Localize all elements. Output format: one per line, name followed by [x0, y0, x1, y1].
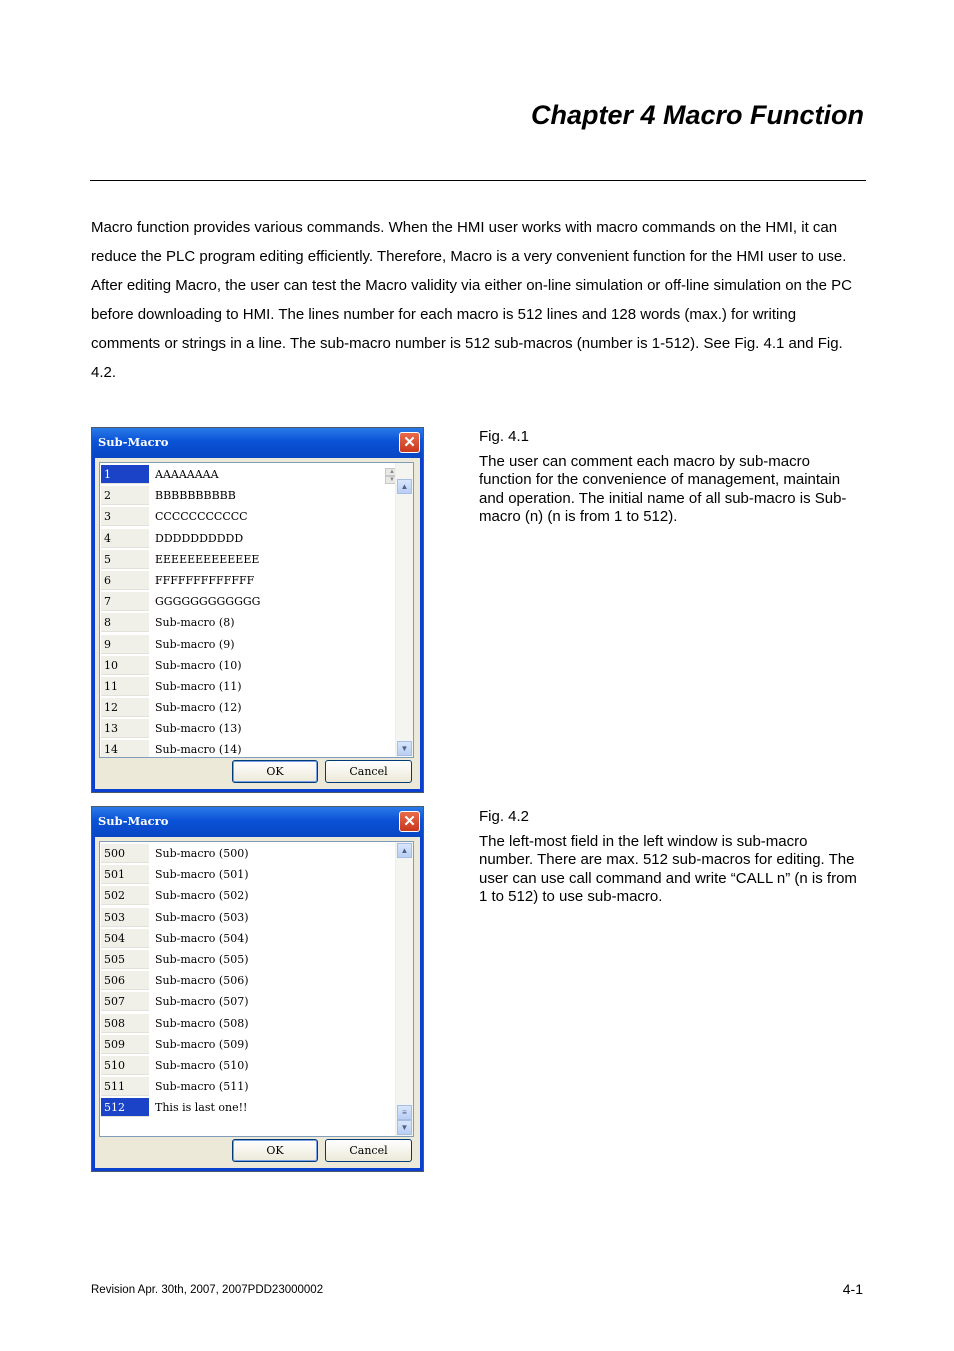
sub-macro-number: 6 [101, 571, 149, 590]
sub-macro-name[interactable]: Sub-macro (501) [155, 868, 249, 882]
sub-macro-list[interactable] [99, 841, 414, 1137]
list-item[interactable] [100, 676, 396, 697]
list-item[interactable] [100, 1097, 396, 1118]
sub-macro-name[interactable]: Sub-macro (8) [155, 616, 235, 630]
fig-4-2-caption-block [479, 808, 859, 907]
sub-macro-name[interactable]: Sub-macro (13) [155, 722, 242, 736]
close-icon[interactable]: ✕ [399, 811, 420, 832]
sub-macro-dialog-1 [91, 427, 424, 793]
sub-macro-number: 504 [101, 929, 149, 948]
sub-macro-number: 501 [101, 865, 149, 884]
sub-macro-name[interactable]: Sub-macro (500) [155, 847, 249, 860]
list-item[interactable] [100, 570, 396, 591]
scroll-up-arrow-icon[interactable]: ▲ [397, 843, 412, 858]
list-item[interactable] [100, 1034, 396, 1055]
sub-macro-number: 13 [101, 719, 149, 738]
sub-macro-number: 12 [101, 698, 149, 717]
list-item[interactable] [100, 885, 396, 906]
sub-macro-number: 3 [101, 507, 149, 526]
dialog-title: Sub-Macro [98, 435, 169, 449]
list-item[interactable] [100, 907, 396, 928]
sub-macro-number: 502 [101, 886, 149, 905]
sub-macro-number: 512 [101, 1098, 149, 1117]
dialog-client [95, 837, 420, 1168]
list-item[interactable] [100, 464, 396, 485]
list-item[interactable] [100, 612, 396, 633]
list-item[interactable] [100, 970, 396, 991]
page-number: 4-1 [842, 1281, 863, 1297]
sub-macro-number: 10 [101, 656, 149, 675]
sub-macro-name[interactable]: Sub-macro (14) [155, 743, 242, 757]
sub-macro-name[interactable]: Sub-macro (511) [155, 1080, 249, 1094]
scroll-thumb[interactable]: ≡ [397, 1105, 412, 1120]
list-item[interactable] [100, 1013, 396, 1034]
sub-macro-name[interactable]: Sub-macro (507) [155, 995, 249, 1009]
sub-macro-number: 9 [101, 635, 149, 654]
scroll-down-arrow-icon[interactable]: ▼ [397, 741, 412, 756]
list-item[interactable] [100, 928, 396, 949]
sub-macro-name[interactable]: Sub-macro (506) [155, 974, 249, 988]
sub-macro-name[interactable]: DDDDDDDDDD [155, 531, 244, 545]
sub-macro-name[interactable]: Sub-macro (508) [155, 1016, 249, 1030]
sub-macro-number: 511 [101, 1077, 149, 1096]
list-item[interactable] [100, 485, 396, 506]
revision-footer: Revision Apr. 30th, 2007, 2007PDD23000002 [91, 1284, 324, 1296]
close-icon[interactable]: ✕ [399, 432, 420, 453]
sub-macro-name[interactable]: Sub-macro (509) [155, 1037, 249, 1051]
list-item[interactable] [100, 697, 396, 718]
sub-macro-name[interactable]: Sub-macro (503) [155, 910, 249, 924]
list-item[interactable] [100, 864, 396, 885]
list-item[interactable] [100, 1076, 396, 1097]
sub-macro-name[interactable]: Sub-macro (10) [155, 658, 242, 672]
list-item[interactable] [100, 655, 396, 676]
list-item[interactable] [100, 549, 396, 570]
list-item[interactable] [100, 718, 396, 739]
sub-macro-list[interactable] [99, 462, 414, 758]
list-item[interactable] [100, 506, 396, 527]
list-item[interactable] [100, 949, 396, 970]
sub-macro-name[interactable]: BBBBBBBBBB [155, 489, 236, 503]
sub-macro-name[interactable]: CCCCCCCCCCC [155, 510, 248, 524]
sub-macro-number: 500 [101, 844, 149, 863]
list-item[interactable] [100, 843, 396, 864]
dialog-client [95, 458, 420, 789]
ok-button[interactable]: OK [232, 1139, 318, 1162]
sub-macro-number: 8 [101, 613, 149, 632]
sub-macro-name[interactable]: Sub-macro (11) [155, 679, 242, 693]
spin-up-icon[interactable]: ▲ [385, 468, 399, 476]
sub-macro-name[interactable]: Sub-macro (12) [155, 701, 242, 715]
sub-macro-number: 7 [101, 592, 149, 611]
dialog-title: Sub-Macro [98, 814, 169, 828]
sub-macro-number: 510 [101, 1056, 149, 1075]
list-item[interactable] [100, 991, 396, 1012]
sub-macro-name[interactable]: Sub-macro (9) [155, 637, 235, 651]
sub-macro-rows [100, 464, 396, 758]
list-item[interactable] [100, 591, 396, 612]
sub-macro-number: 506 [101, 971, 149, 990]
sub-macro-number: 2 [101, 486, 149, 505]
sub-macro-number: 509 [101, 1035, 149, 1054]
sub-macro-rows [100, 843, 396, 1118]
chapter-title: Chapter 4 Macro Function [530, 100, 864, 130]
sub-macro-name[interactable]: Sub-macro (502) [155, 889, 249, 903]
vertical-scrollbar[interactable] [395, 842, 413, 1136]
title-divider [90, 180, 866, 181]
sub-macro-name[interactable]: FFFFFFFFFFFFF [155, 573, 255, 587]
scroll-up-arrow-icon[interactable]: ▲ [397, 479, 412, 494]
cancel-button[interactable]: Cancel [325, 760, 412, 783]
sub-macro-number: 4 [101, 529, 149, 548]
list-item[interactable] [100, 739, 396, 758]
sub-macro-name[interactable]: GGGGGGGGGGGG [155, 595, 261, 609]
sub-macro-name[interactable]: AAAAAAAA [155, 468, 219, 481]
spin-down-icon[interactable]: ▼ [385, 476, 399, 484]
sub-macro-name[interactable]: EEEEEEEEEEEEE [155, 552, 260, 566]
sub-macro-number: 507 [101, 992, 149, 1011]
list-item[interactable] [100, 634, 396, 655]
sub-macro-name[interactable]: Sub-macro (504) [155, 931, 249, 945]
intro-paragraph: Macro function provides various commands. When the HMI user works with macro commands on the HMI, it can reduce the PLC program editing efficiently. Therefore, Macro is a very convenient function for the HMI user to use. After editing Macro, the user can test the Macro validity via either on-line simulation or off-line simulation on the PC before downloading to HMI. The lines number for each macro is 512 lines and 128 words (max.) for writing comments or strings in a line. The sub-macro number is 512 sub-macros (number is 1-512). See Fig. 4.1 and Fig. 4.2. [91, 219, 852, 381]
sub-macro-number: 14 [101, 740, 149, 758]
cancel-button[interactable]: Cancel [325, 1139, 412, 1162]
sub-macro-number: 505 [101, 950, 149, 969]
sub-macro-number: 1 [101, 465, 149, 484]
fig-4-2-label: Fig. 4.2 [479, 808, 530, 825]
sub-macro-number: 503 [101, 908, 149, 927]
sub-macro-name[interactable]: This is last one!! [155, 1101, 248, 1115]
fig-4-1-caption-block [479, 428, 859, 527]
sub-macro-dialog-2 [91, 806, 424, 1172]
fig-4-2-description: The left-most field in the left window is sub-macro number. There are max. 512 sub-macros for editing. The user can use call command and write “CALL n” (n is from 1 to 512) to use sub-macro. [479, 832, 857, 905]
sub-macro-name[interactable]: Sub-macro (505) [155, 952, 249, 966]
list-item[interactable] [100, 1055, 396, 1076]
list-item[interactable] [100, 528, 396, 549]
fig-4-1-description: The user can comment each macro by sub-macro function for the convenience of management, maintain and operation. The initial name of all sub-macro is Sub-macro (n) (n is from 1 to 512). [479, 452, 847, 525]
sub-macro-number: 5 [101, 550, 149, 569]
vertical-scrollbar[interactable] [395, 463, 413, 757]
dialog-titlebar [92, 428, 423, 458]
dialog-titlebar [92, 807, 423, 837]
sub-macro-number: 508 [101, 1014, 149, 1033]
sub-macro-name[interactable]: Sub-macro (510) [155, 1058, 249, 1072]
scroll-down-arrow-icon[interactable]: ▼ [397, 1120, 412, 1135]
fig-4-1-label: Fig. 4.1 [479, 428, 530, 445]
sub-macro-number: 11 [101, 677, 149, 696]
ok-button[interactable]: OK [232, 760, 318, 783]
